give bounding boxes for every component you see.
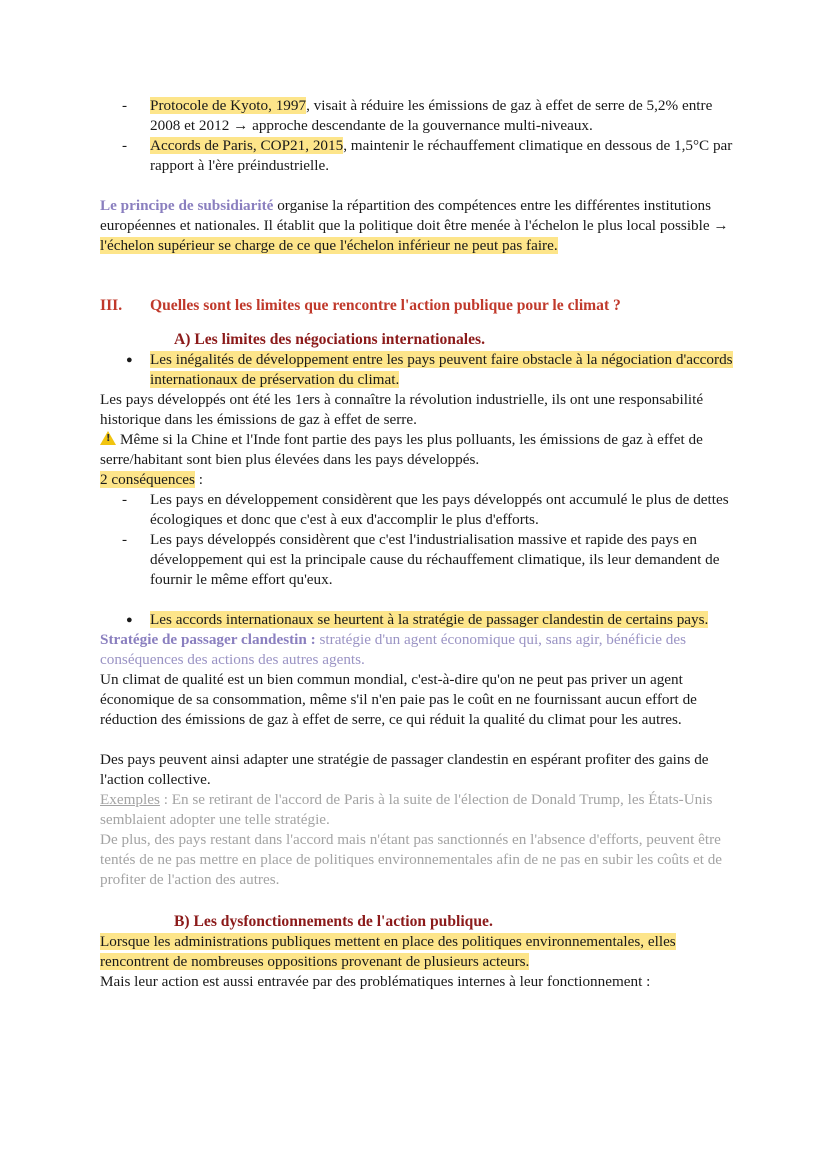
paris-text: , maintenir le réchauffement climatique en dessous de 1,5°C par rapport à l'ère préindustrielle.: [150, 137, 733, 174]
subheading-a: A) Les limites des négociations internationales.: [174, 331, 485, 348]
warning-icon: [100, 431, 116, 445]
climate-paragraph: Un climat de qualité est un bien commun mondial, c'est-à-dire qu'on ne peut pas priver un agent économique de sa consommation, même s'il n'en paie pas le coût en ne fournissant aucun effort de réduction des émissions de gaz à effet de serre, ce qui réduit la qualité du climat pour les autres.: [100, 671, 697, 728]
definition-term: Stratégie de passager clandestin :: [100, 631, 316, 648]
dash-marker: -: [122, 491, 128, 508]
section-heading-iii: [100, 296, 740, 316]
examples-paragraph: [100, 790, 740, 830]
definition-text: stratégie d'un agent économique qui, sans agir, bénéficie des conséquences des actions des autres agents.: [100, 631, 687, 668]
consequence-text: Les pays en développement considèrent que les pays développés ont accumulé le plus de dettes écologiques et donc que c'est à eux d'accomplir le plus d'efforts.: [150, 491, 729, 528]
subsidiarity-paragraph: [100, 196, 740, 256]
admin-highlight: Lorsque les administrations publiques mettent en place des politiques environnementales, elles rencontrent de nombreuses oppositions provenant de plusieurs acteurs.: [100, 933, 676, 970]
warning-text: Même si la Chine et l'Inde font partie des pays les plus polluants, les émissions de gaz à effet de serre/habitant sont bien plus élevées dans les pays développés.: [100, 431, 703, 468]
subsidiarity-text: organise la répartition des compétences entre les différentes institutions européennes et nationales. Il établit que la politique doit être menée à l'échelon le plus local possible →: [100, 197, 729, 234]
kyoto-highlight: Protocole de Kyoto, 1997: [150, 97, 307, 114]
last-paragraph: Mais leur action est aussi entravée par des problématiques internes à leur fonctionnement :: [100, 973, 651, 990]
bullet-free-rider-text: Les accords internationaux se heurtent à la stratégie de passager clandestin de certains pays.: [150, 611, 709, 628]
dash-marker: -: [122, 97, 128, 114]
bullet-marker: ●: [126, 614, 133, 626]
consequences-label: 2 conséquences :: [100, 471, 203, 488]
section-title: Quelles sont les limites que rencontre l'action publique pour le climat ?: [150, 297, 621, 314]
examples-more-paragraph: De plus, des pays restant dans l'accord mais n'étant pas sanctionnés en l'absence d'efforts, peuvent être tentés de ne pas mettre en place de politiques environnementales afin de ne pas en subir les coûts et de profiter de l'action des autres.: [100, 831, 723, 888]
list-item-paris: [100, 136, 740, 176]
consequences-label-text: 2 conséquences: [100, 471, 195, 488]
developed-paragraph: Les pays développés ont été les 1ers à connaître la révolution industrielle, ils ont une responsabilité historique dans les émissions de gaz à effet de serre.: [100, 391, 704, 428]
dash-marker: -: [122, 137, 128, 154]
document-page: [100, 96, 740, 992]
paris-highlight: Accords de Paris, COP21, 2015: [150, 137, 344, 154]
subheading-b: B) Les dysfonctionnements de l'action publique.: [174, 913, 493, 930]
subsidiarity-term: Le principe de subsidiarité: [100, 197, 274, 214]
dash-marker: -: [122, 531, 128, 548]
section-number: III.: [100, 297, 123, 314]
bullet-marker: ●: [126, 354, 133, 366]
examples-text: : En se retirant de l'accord de Paris à la suite de l'élection de Donald Trump, les États-Unis semblaient adopter une telle stratégie.: [100, 791, 713, 828]
kyoto-text: , visait à réduire les émissions de gaz à effet de serre de 5,2% entre 2008 et 2012 → approche descendante de la gouvernance multi-niveaux.: [150, 97, 713, 134]
examples-label: Exemples: [100, 791, 160, 808]
admin-paragraph: [100, 932, 740, 972]
definition-paragraph: [100, 630, 740, 670]
bullet-inequalities-text: Les inégalités de développement entre les pays peuvent faire obstacle à la négociation d'accords internationaux de préservation du climat.: [150, 351, 733, 388]
countries-paragraph: Des pays peuvent ainsi adapter une stratégie de passager clandestin en espérant profiter des gains de l'action collective.: [100, 751, 709, 788]
consequence-item: [100, 490, 740, 530]
warning-paragraph: [100, 430, 740, 470]
list-item-kyoto: [100, 96, 740, 136]
consequence-item: [100, 530, 740, 590]
bullet-free-rider: [100, 610, 740, 630]
subsidiarity-highlight: l'échelon supérieur se charge de ce que l'échelon inférieur ne peut pas faire.: [100, 237, 558, 254]
consequence-text: Les pays développés considèrent que c'est l'industrialisation massive et rapide des pays en développement qui est la principale cause du réchauffement climatique, ils leur demandent de fournir le même effort qu'eux.: [150, 531, 720, 588]
bullet-inequalities: [100, 350, 740, 390]
